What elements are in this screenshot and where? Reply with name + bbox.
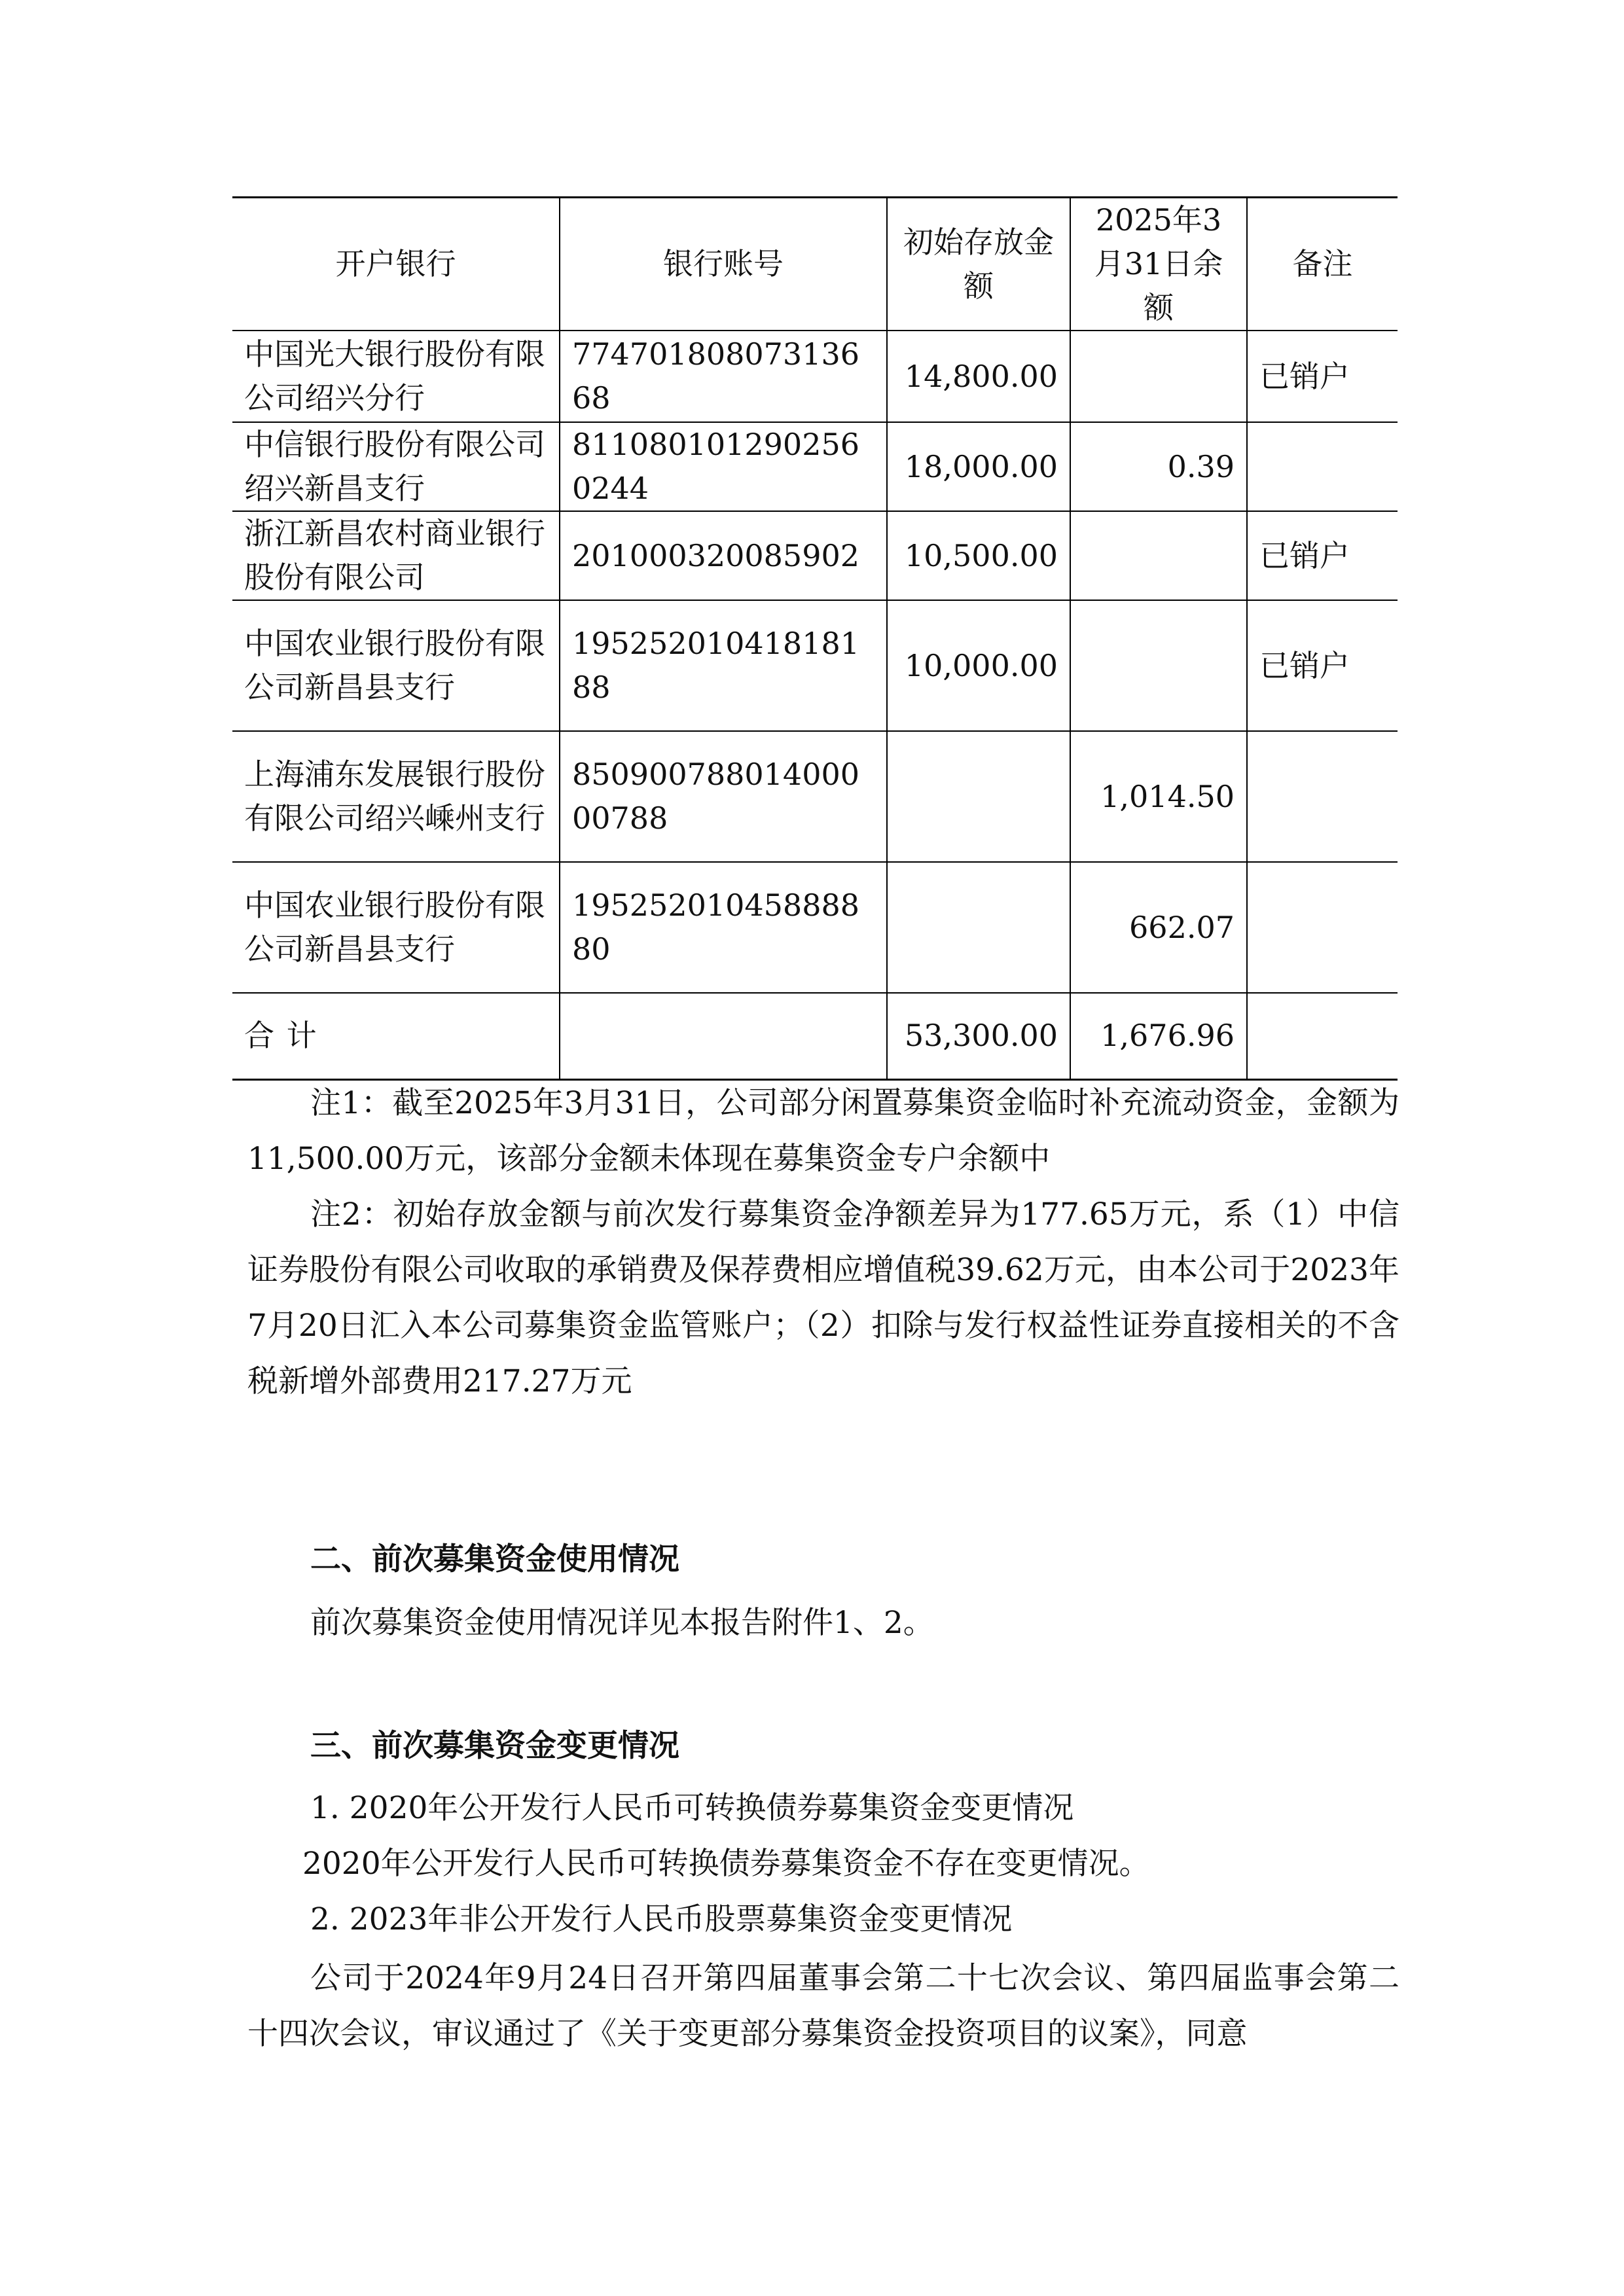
total-account bbox=[560, 993, 887, 1079]
cell-initial: 10,000.00 bbox=[887, 600, 1070, 731]
cell-bank: 浙江新昌农村商业银行股份有限公司 bbox=[232, 511, 560, 600]
total-balance: 1,676.96 bbox=[1070, 993, 1247, 1079]
table-row bbox=[232, 511, 1398, 600]
note-2: 注2：初始存放金额与前次发行募集资金净额差异为177.65万元，系（1）中信证券股份有限公司收取的承销费及保荐费相应增值税39.62万元，由本公司于2023年7月20日汇入本公司募集资金监管账户；（2）扣除与发行权益性证券直接相关的不含税新增外部费用217.27万元 bbox=[247, 1196, 1399, 1399]
section-3-heading: 三、前次募集资金变更情况 bbox=[310, 1728, 679, 1764]
table-row bbox=[232, 600, 1398, 731]
section-3-item-1-title: 1. 2020年公开发行人民币可转换债券募集资金变更情况 bbox=[310, 1790, 1074, 1826]
section-3-item-2-title: 2. 2023年非公开发行人民币股票募集资金变更情况 bbox=[310, 1901, 1013, 1937]
header-bank: 开户银行 bbox=[232, 198, 560, 331]
cell-bank: 中信银行股份有限公司绍兴新昌支行 bbox=[232, 422, 560, 511]
cell-account: 201000320085902 bbox=[560, 511, 887, 600]
cell-account: 85090078801400000788 bbox=[560, 731, 887, 862]
section-3-item-2-text: 公司于2024年9月24日召开第四届董事会第二十七次会议、第四届监事会第二十四次会议，审议通过了《关于变更部分募集资金投资项目的议案》，同意 bbox=[247, 1960, 1399, 2052]
bank-accounts-table bbox=[232, 196, 1398, 1081]
header-initial-amount: 初始存放金额 bbox=[887, 198, 1070, 331]
cell-balance bbox=[1070, 511, 1247, 600]
section-2-text: 前次募集资金使用情况详见本报告附件1、2。 bbox=[310, 1605, 934, 1641]
cell-bank: 中国光大银行股份有限公司绍兴分行 bbox=[232, 331, 560, 422]
table-row bbox=[232, 331, 1398, 422]
cell-note bbox=[1247, 731, 1398, 862]
cell-note: 已销户 bbox=[1247, 331, 1398, 422]
cell-account: 19525201041818188 bbox=[560, 600, 887, 731]
cell-bank: 中国农业银行股份有限公司新昌县支行 bbox=[232, 600, 560, 731]
cell-initial: 14,800.00 bbox=[887, 331, 1070, 422]
cell-account: 8110801012902560244 bbox=[560, 422, 887, 511]
section-2-heading: 二、前次募集资金使用情况 bbox=[310, 1541, 679, 1577]
cell-note bbox=[1247, 862, 1398, 993]
cell-initial: 10,500.00 bbox=[887, 511, 1070, 600]
total-note bbox=[1247, 993, 1398, 1079]
cell-bank: 中国农业银行股份有限公司新昌县支行 bbox=[232, 862, 560, 993]
cell-account: 19525201045888880 bbox=[560, 862, 887, 993]
header-balance: 2025年3月31日余额 bbox=[1070, 198, 1247, 331]
header-note: 备注 bbox=[1247, 198, 1398, 331]
table-header-row bbox=[232, 198, 1398, 331]
cell-balance bbox=[1070, 331, 1247, 422]
cell-note: 已销户 bbox=[1247, 511, 1398, 600]
cell-initial: 18,000.00 bbox=[887, 422, 1070, 511]
total-initial: 53,300.00 bbox=[887, 993, 1070, 1079]
cell-balance bbox=[1070, 600, 1247, 731]
cell-bank: 上海浦东发展银行股份有限公司绍兴嵊州支行 bbox=[232, 731, 560, 862]
cell-balance: 662.07 bbox=[1070, 862, 1247, 993]
total-label: 合 计 bbox=[232, 993, 560, 1079]
cell-initial bbox=[887, 862, 1070, 993]
cell-balance: 0.39 bbox=[1070, 422, 1247, 511]
table-total-row bbox=[232, 993, 1398, 1079]
cell-note bbox=[1247, 422, 1398, 511]
note-1: 注1：截至2025年3月31日，公司部分闲置募集资金临时补充流动资金，金额为11,500.00万元，该部分金额未体现在募集资金专户余额中 bbox=[247, 1085, 1399, 1177]
table-row bbox=[232, 862, 1398, 993]
cell-balance: 1,014.50 bbox=[1070, 731, 1247, 862]
cell-account: 77470180807313668 bbox=[560, 331, 887, 422]
table-row bbox=[232, 422, 1398, 511]
table-row bbox=[232, 731, 1398, 862]
section-3-item-1-text: 2020年公开发行人民币可转换债券募集资金不存在变更情况。 bbox=[302, 1846, 1150, 1882]
cell-note: 已销户 bbox=[1247, 600, 1398, 731]
header-account: 银行账号 bbox=[560, 198, 887, 331]
cell-initial bbox=[887, 731, 1070, 862]
